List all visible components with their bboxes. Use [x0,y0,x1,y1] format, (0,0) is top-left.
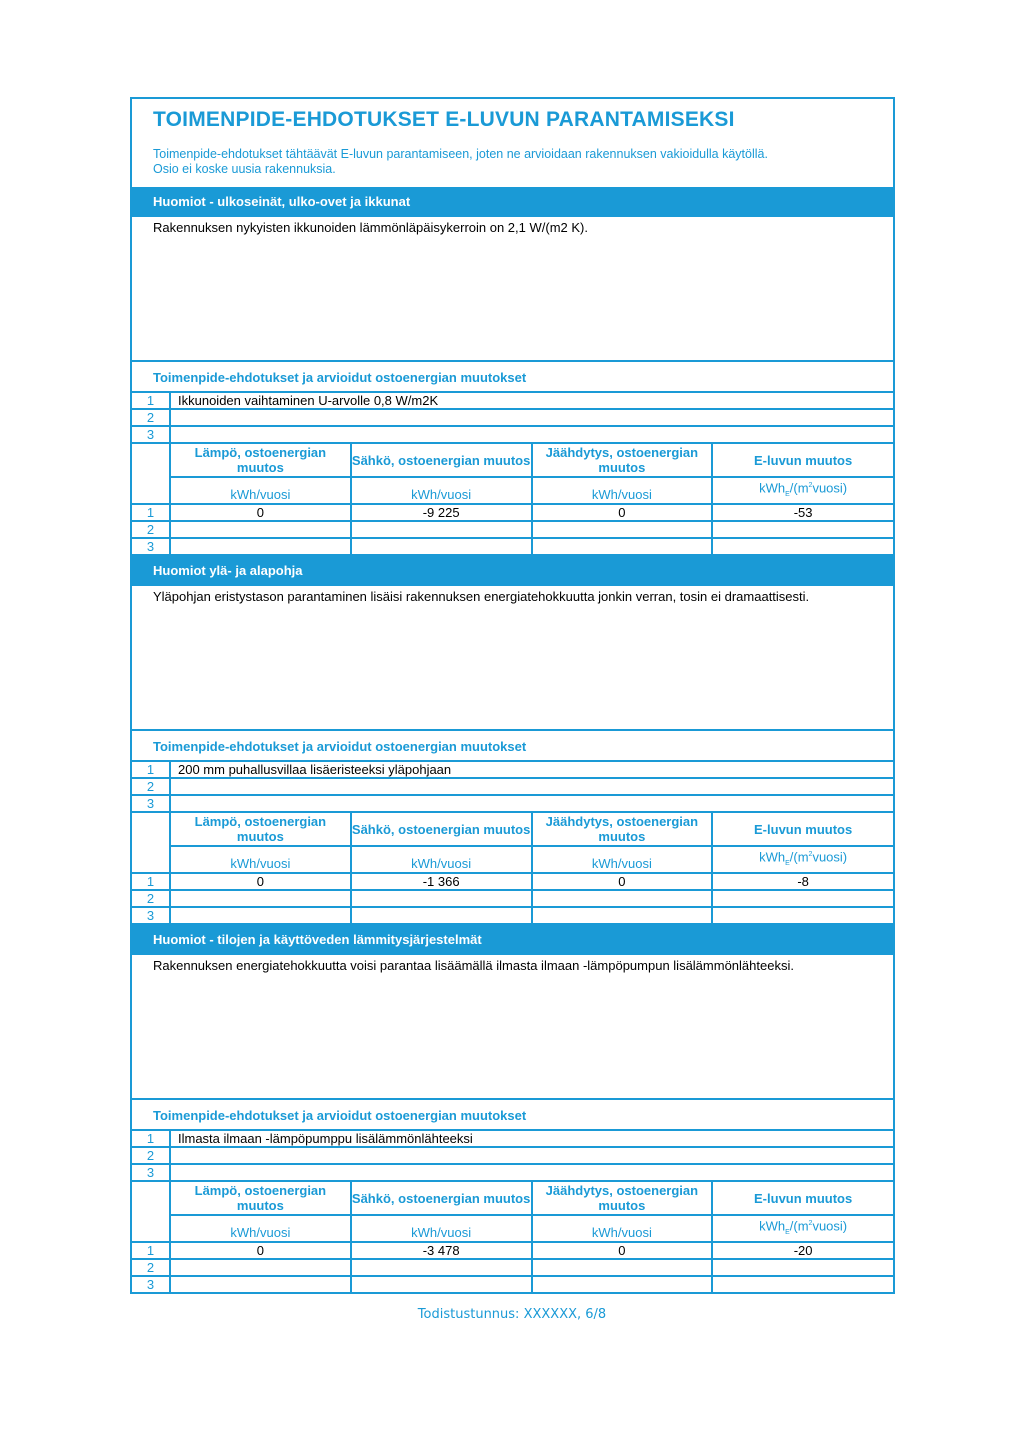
cooling-column-header: Jäähdytys, ostoenergian muutos [532,1181,713,1215]
heat-value-cell: 0 [170,1242,351,1259]
eluku-value-cell [712,538,893,555]
unit-row [132,477,893,504]
header-spacer [132,1181,170,1242]
cooling-value-cell [532,907,713,924]
heat-value-cell [170,521,351,538]
row-number: 1 [132,504,170,521]
e-luku-unit-label [712,477,893,504]
measure-row [132,1147,893,1164]
column-header-row [132,812,893,846]
measures-table [132,393,893,556]
row-number: 2 [132,409,170,426]
row-number: 3 [132,1164,170,1181]
unit-superscript: 2 [808,482,813,490]
electricity-column-header: Sähkö, ostoenergian muutos [351,812,532,846]
value-row [132,521,893,538]
row-number: 1 [132,1131,170,1147]
kwh-unit-label: kWh/vuosi [170,477,351,504]
remarks-section [132,187,893,556]
section-note: Yläpohjan eristystason parantaminen lisäisi rakennuksen energiatehokkuutta jonkin verran, tosin ei dramaattisesti. [132,586,893,731]
measure-description [170,426,893,443]
page-title: TOIMENPIDE-EHDOTUKSET E-LUVUN PARANTAMISEKSI [153,108,735,131]
section-heading: Huomiot ylä- ja alapohja [132,556,893,586]
heat-value-cell [170,1259,351,1276]
column-header-row [132,443,893,477]
measures-subheading: Toimenpide-ehdotukset ja arvioidut ostoenergian muutokset [132,1100,893,1131]
measure-row [132,778,893,795]
row-number: 1 [132,393,170,409]
cooling-value-cell [532,1276,713,1293]
kwh-unit-label: kWh/vuosi [532,1215,713,1242]
measure-description: Ilmasta ilmaan -lämpöpumppu lisälämmönlähteeksi [170,1131,893,1147]
column-header-row [132,1181,893,1215]
kwh-unit-label: kWh/vuosi [351,477,532,504]
heat-column-header: Lämpö, ostoenergian muutos [170,812,351,846]
header-spacer [132,812,170,873]
eluku-value-cell: -53 [712,504,893,521]
unit-row [132,846,893,873]
electricity-value-cell [351,1276,532,1293]
section-note: Rakennuksen nykyisten ikkunoiden lämmönläpäisykerroin on 2,1 W/(m2 K). [132,217,893,362]
electricity-column-header: Sähkö, ostoenergian muutos [351,443,532,477]
measure-description [170,1147,893,1164]
cooling-value-cell: 0 [532,504,713,521]
eluku-value-cell [712,890,893,907]
section-note: Rakennuksen energiatehokkuutta voisi parantaa lisäämällä ilmasta ilmaan -lämpöpumpun lisälämmönlähteeksi. [132,955,893,1100]
measure-description [170,1164,893,1181]
measures-table [132,762,893,925]
electricity-value-cell [351,1259,532,1276]
cooling-column-header: Jäähdytys, ostoenergian muutos [532,443,713,477]
e-luku-unit-label [712,1215,893,1242]
section-heading: Huomiot - ulkoseinät, ulko-ovet ja ikkunat [132,187,893,217]
cooling-value-cell [532,890,713,907]
electricity-value-cell [351,521,532,538]
row-number: 3 [132,426,170,443]
unit-prefix: kWh [759,849,786,865]
remarks-section [132,925,893,1294]
section-heading: Huomiot - tilojen ja käyttöveden lämmitysjärjestelmät [132,925,893,955]
sections-container [132,187,893,1294]
measure-row [132,762,893,778]
kwh-unit-label: kWh/vuosi [351,1215,532,1242]
measure-description [170,778,893,795]
eluku-value-cell [712,1276,893,1293]
electricity-value-cell [351,538,532,555]
electricity-value-cell: -3 478 [351,1242,532,1259]
measures-subheading: Toimenpide-ehdotukset ja arvioidut ostoenergian muutokset [132,731,893,762]
heat-value-cell [170,1276,351,1293]
unit-mid: /(m [789,849,809,865]
row-number: 1 [132,1242,170,1259]
unit-prefix: kWh [759,480,786,496]
measures-subheading: Toimenpide-ehdotukset ja arvioidut ostoenergian muutokset [132,362,893,393]
unit-suffix: vuosi) [812,1218,848,1234]
e-luku-unit-label [712,846,893,873]
electricity-value-cell: -9 225 [351,504,532,521]
measure-row [132,795,893,812]
heat-value-cell: 0 [170,504,351,521]
row-number: 1 [132,873,170,890]
energy-certificate-page [130,97,895,1294]
heat-value-cell [170,538,351,555]
eluku-value-cell [712,907,893,924]
row-number: 2 [132,1259,170,1276]
row-number: 2 [132,778,170,795]
kwh-unit-label: kWh/vuosi [351,846,532,873]
kwh-unit-label: kWh/vuosi [532,846,713,873]
row-number: 3 [132,538,170,555]
row-number: 3 [132,1276,170,1293]
electricity-column-header: Sähkö, ostoenergian muutos [351,1181,532,1215]
cooling-value-cell: 0 [532,1242,713,1259]
value-row [132,873,893,890]
remarks-section [132,556,893,925]
measure-row [132,409,893,426]
unit-row [132,1215,893,1242]
heat-value-cell [170,907,351,924]
value-row [132,1242,893,1259]
measure-description: Ikkunoiden vaihtaminen U-arvolle 0,8 W/m2K [170,393,893,409]
measure-row [132,1164,893,1181]
unit-superscript: 2 [808,851,813,859]
row-number: 3 [132,907,170,924]
heat-column-header: Lämpö, ostoenergian muutos [170,1181,351,1215]
row-number: 2 [132,521,170,538]
measure-row [132,426,893,443]
heat-value-cell: 0 [170,873,351,890]
value-row [132,890,893,907]
measures-table [132,1131,893,1294]
cooling-value-cell: 0 [532,873,713,890]
cooling-value-cell [532,521,713,538]
unit-suffix: vuosi) [812,849,848,865]
value-row [132,1276,893,1293]
measure-description [170,409,893,426]
row-number: 3 [132,795,170,812]
cooling-column-header: Jäähdytys, ostoenergian muutos [532,812,713,846]
unit-subscript: E [785,1229,790,1236]
unit-mid: /(m [789,1218,809,1234]
measures-frame [130,97,895,1294]
unit-subscript: E [785,860,790,867]
eluku-value-cell: -20 [712,1242,893,1259]
unit-suffix: vuosi) [812,480,848,496]
page-header [132,99,893,187]
unit-subscript: E [785,491,790,498]
value-row [132,538,893,555]
measure-description [170,795,893,812]
cooling-value-cell [532,538,713,555]
page-footer: Todistustunnus: XXXXXX, 6/8 [417,1307,607,1322]
electricity-value-cell: -1 366 [351,873,532,890]
measure-description: 200 mm puhallusvillaa lisäeristeeksi yläpohjaan [170,762,893,778]
value-row [132,504,893,521]
row-number: 2 [132,890,170,907]
row-number: 2 [132,1147,170,1164]
unit-mid: /(m [789,480,809,496]
unit-prefix: kWh [759,1218,786,1234]
heat-value-cell [170,890,351,907]
value-row [132,1259,893,1276]
e-luku-column-header: E-luvun muutos [712,812,893,846]
measure-row [132,1131,893,1147]
eluku-value-cell: -8 [712,873,893,890]
intro-line-1: Toimenpide-ehdotukset tähtäävät E-luvun parantamiseen, joten ne arvioidaan rakennuksen vakioidulla käytöllä. [153,147,768,161]
electricity-value-cell [351,907,532,924]
e-luku-column-header: E-luvun muutos [712,443,893,477]
measure-row [132,393,893,409]
cooling-value-cell [532,1259,713,1276]
intro-text [153,147,872,177]
row-number: 1 [132,762,170,778]
eluku-value-cell [712,521,893,538]
header-spacer [132,443,170,504]
heat-column-header: Lämpö, ostoenergian muutos [170,443,351,477]
value-row [132,907,893,924]
unit-superscript: 2 [808,1220,813,1228]
kwh-unit-label: kWh/vuosi [170,846,351,873]
intro-line-2: Osio ei koske uusia rakennuksia. [153,162,336,176]
eluku-value-cell [712,1259,893,1276]
electricity-value-cell [351,890,532,907]
kwh-unit-label: kWh/vuosi [532,477,713,504]
e-luku-column-header: E-luvun muutos [712,1181,893,1215]
kwh-unit-label: kWh/vuosi [170,1215,351,1242]
